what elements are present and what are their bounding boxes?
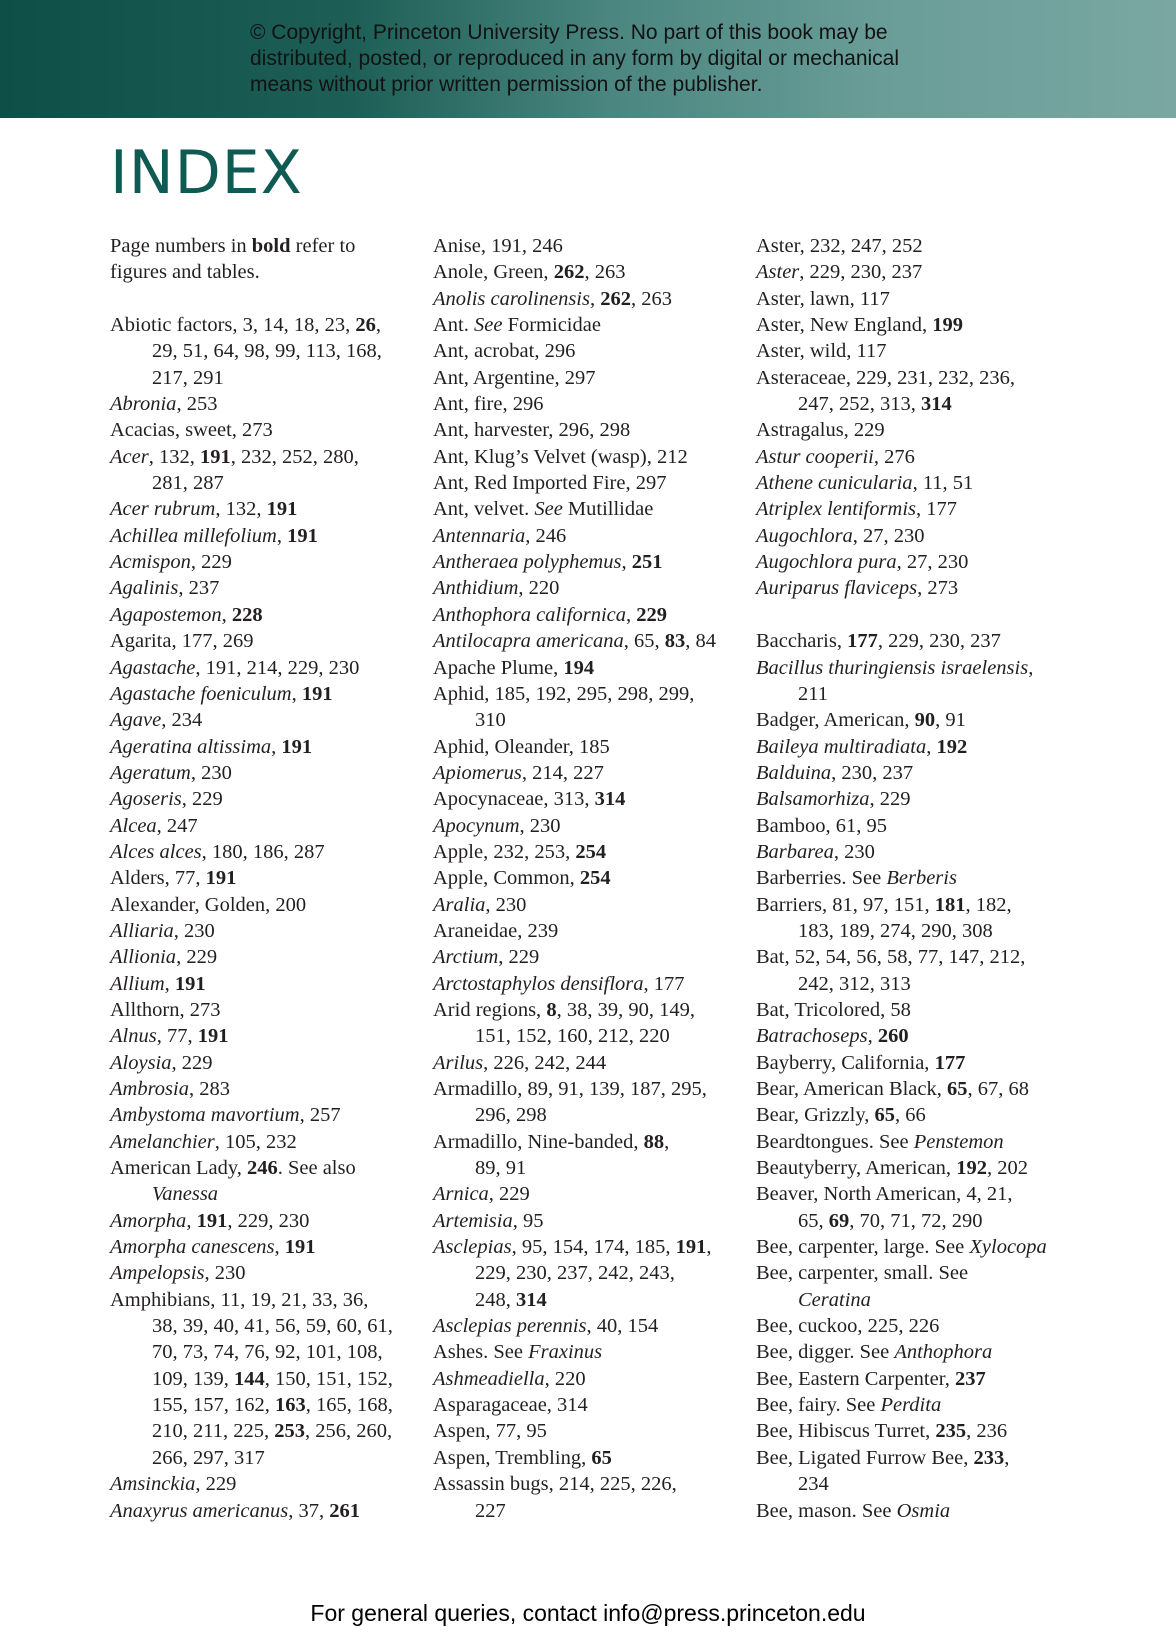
index-entry: Anthophora californica, 229 — [433, 603, 668, 626]
index-entry: Apocynaceae, 313, 314 — [433, 788, 626, 811]
index-entry: Ambrosia, 283 — [110, 1078, 230, 1100]
index-entry-continuation: 89, 91 — [475, 1157, 527, 1180]
index-entry-continuation: 65, 69, 70, 71, 72, 290 — [798, 1209, 983, 1232]
index-entry: Ampelopsis, 230 — [110, 1262, 246, 1285]
index-entry: Ant. See Formicidae — [433, 314, 601, 337]
index-entry: Abronia, 253 — [110, 393, 218, 416]
index-entry: Bat, 52, 54, 56, 58, 77, 147, 212, — [756, 946, 1026, 969]
index-entry: Astur cooperii, 276 — [756, 445, 915, 468]
index-entry: Arid regions, 8, 38, 39, 90, 149, — [433, 998, 695, 1021]
index-entry: Ant, Red Imported Fire, 297 — [433, 472, 667, 495]
index-entry: Amsinckia, 229 — [110, 1473, 237, 1496]
index-entry-continuation: 155, 157, 162, 163, 165, 168, — [152, 1394, 393, 1417]
copyright-banner — [0, 0, 1176, 118]
index-entry: Ant, harvester, 296, 298 — [433, 419, 631, 442]
index-entry: Allthorn, 273 — [110, 998, 221, 1021]
index-entry: Beardtongues. See Penstemon — [756, 1130, 1004, 1153]
index-entry-continuation: 109, 139, 144, 150, 151, 152, — [152, 1367, 393, 1390]
index-entry: Badger, American, 90, 91 — [756, 709, 966, 732]
index-entry: Bee, fairy. See Perdita — [756, 1394, 942, 1417]
index-entry: Bayberry, California, 177 — [756, 1051, 966, 1074]
index-entry: Ashes. See Fraxinus — [433, 1341, 603, 1364]
index-entry-continuation: 211 — [798, 682, 828, 705]
index-entry: Armadillo, Nine-banded, 88, — [433, 1130, 670, 1153]
index-entry: Anaxyrus americanus, 37, 261 — [110, 1499, 360, 1522]
index-entry: Bee, digger. See Anthophora — [756, 1341, 993, 1364]
index-entry-continuation: Vanessa — [152, 1183, 219, 1206]
index-entry: Atriplex lentiformis, 177 — [756, 498, 957, 521]
index-entry: Aster, 232, 247, 252 — [756, 235, 923, 257]
index-entry: Ageratina altissima, 191 — [110, 735, 313, 758]
index-entry: Apple, Common, 254 — [433, 867, 611, 890]
index-entry: Agastache foeniculum, 191 — [110, 682, 333, 705]
index-entry: Aspen, Trembling, 65 — [433, 1446, 612, 1469]
index-entry: Bacillus thuringiensis israelensis, — [756, 656, 1034, 679]
index-entry: Alcea, 247 — [110, 814, 198, 837]
index-entry: Allium, 191 — [110, 972, 206, 995]
index-entry: Alces alces, 180, 186, 287 — [110, 840, 325, 863]
index-entry-continuation: 296, 298 — [475, 1104, 547, 1127]
index-entry: Aralia, 230 — [433, 893, 527, 916]
index-column-2 — [433, 233, 743, 1524]
index-entry: Augochlora, 27, 230 — [756, 524, 925, 547]
index-entry: Aster, New England, 199 — [756, 314, 963, 337]
index-entry: Artemisia, 95 — [433, 1209, 544, 1232]
index-entry-continuation: 217, 291 — [152, 366, 224, 389]
index-entry: Bee, carpenter, small. See — [756, 1262, 969, 1285]
index-entry: Asclepias perennis, 40, 154 — [433, 1315, 659, 1338]
index-entry: Ant, Argentine, 297 — [433, 366, 596, 389]
index-entry: Assassin bugs, 214, 225, 226, — [433, 1473, 677, 1496]
index-entry: Balsamorhiza, 229 — [756, 788, 911, 811]
footer-contact: For general queries, contact info@press.princeton.edu — [310, 1600, 866, 1626]
index-entry: Acacias, sweet, 273 — [110, 419, 273, 442]
index-entry-continuation: 234 — [798, 1473, 829, 1496]
index-entry: Apiomerus, 214, 227 — [433, 761, 604, 784]
index-entry: Aster, wild, 117 — [756, 340, 887, 363]
index-entry: Page numbers in bold refer to — [110, 235, 356, 257]
index-entry: Agoseris, 229 — [110, 788, 223, 811]
index-entry: Alders, 77, 191 — [110, 867, 237, 890]
index-entry: Anolis carolinensis, 262, 263 — [433, 287, 672, 310]
index-entry-continuation: 229, 230, 237, 242, 243, — [475, 1262, 675, 1285]
index-entry: Barriers, 81, 97, 151, 181, 182, — [756, 893, 1012, 916]
index-entry: Bee, Ligated Furrow Bee, 233, — [756, 1446, 1010, 1469]
spacer — [110, 286, 420, 312]
index-entry: Ant, fire, 296 — [433, 393, 544, 416]
index-entry-continuation: 227 — [475, 1499, 506, 1522]
index-entry: Aphid, Oleander, 185 — [433, 735, 610, 758]
index-entry: Asparagaceae, 314 — [433, 1394, 588, 1417]
index-entry: Alliaria, 230 — [110, 919, 215, 942]
index-entry: American Lady, 246. See also — [110, 1157, 356, 1180]
index-entry: Aster, 229, 230, 237 — [756, 261, 923, 284]
index-entry: Barberries. See Berberis — [756, 867, 957, 890]
index-entry: Arctium, 229 — [433, 946, 540, 969]
copyright-line: means without prior written permission of the publisher. — [250, 73, 763, 96]
index-entry: Alexander, Golden, 200 — [110, 893, 307, 916]
index-entry: Beautyberry, American, 192, 202 — [756, 1157, 1028, 1180]
index-entry: Ant, Klug’s Velvet (wasp), 212 — [433, 445, 688, 468]
index-entry: Arctostaphylos densiflora, 177 — [433, 972, 685, 995]
index-entry: Bee, Eastern Carpenter, 237 — [756, 1367, 986, 1390]
copyright-line: © Copyright, Princeton University Press. No part of this book may be — [250, 21, 888, 44]
index-entry: Armadillo, 89, 91, 139, 187, 295, — [433, 1078, 707, 1100]
index-entry: Amorpha canescens, 191 — [110, 1236, 316, 1259]
index-entry: Bear, Grizzly, 65, 66 — [756, 1104, 926, 1127]
index-entry: Ant, velvet. See Mutillidae — [433, 498, 654, 521]
index-entry: Achillea millefolium, 191 — [110, 524, 318, 547]
index-entry: Araneidae, 239 — [433, 919, 559, 942]
index-entry-continuation: 151, 152, 160, 212, 220 — [475, 1025, 670, 1048]
index-entry: Bee, Hibiscus Turret, 235, 236 — [756, 1420, 1008, 1443]
index-entry: Baccharis, 177, 229, 230, 237 — [756, 630, 1001, 653]
index-entry: Apple, 232, 253, 254 — [433, 840, 607, 863]
index-entry-continuation: 266, 297, 317 — [152, 1446, 265, 1469]
index-entry: Agapostemon, 228 — [110, 603, 263, 626]
index-entry: Agave, 234 — [110, 709, 203, 732]
index-entry: Bamboo, 61, 95 — [756, 814, 887, 837]
spacer — [756, 602, 1066, 628]
index-entry: Acer rubrum, 132, 191 — [110, 498, 298, 521]
index-entry: Augochlora pura, 27, 230 — [756, 551, 969, 574]
index-column-3 — [756, 233, 1066, 1524]
index-entry-continuation: Ceratina — [798, 1288, 871, 1311]
index-entry: Acer, 132, 191, 232, 252, 280, — [110, 445, 359, 468]
index-entry: Baileya multiradiata, 192 — [756, 735, 968, 758]
index-entry: Alnus, 77, 191 — [110, 1025, 229, 1048]
index-entry: Antennaria, 246 — [433, 524, 567, 547]
index-entry: Balduina, 230, 237 — [756, 761, 914, 784]
index-entry-continuation: 38, 39, 40, 41, 56, 59, 60, 61, — [152, 1315, 393, 1338]
index-entry: Ambystoma mavortium, 257 — [110, 1104, 341, 1127]
index-entry: Bee, carpenter, large. See Xylocopa — [756, 1236, 1047, 1259]
index-entry: Allionia, 229 — [110, 946, 218, 969]
copyright-line: distributed, posted, or reproduced in any form by digital or mechanical — [250, 47, 900, 70]
index-entry: Beaver, North American, 4, 21, — [756, 1183, 1013, 1206]
index-entry: Amorpha, 191, 229, 230 — [110, 1209, 310, 1232]
index-entry: Antheraea polyphemus, 251 — [433, 551, 663, 574]
page-title: INDEX — [110, 138, 303, 208]
index-entry: Amelanchier, 105, 232 — [110, 1130, 297, 1153]
copyright-notice — [250, 20, 1010, 98]
index-entry: Acmispon, 229 — [110, 551, 232, 574]
index-entry-continuation: 247, 252, 313, 314 — [798, 393, 952, 416]
index-entry: Bee, cuckoo, 225, 226 — [756, 1315, 940, 1338]
index-entry: Asteraceae, 229, 231, 232, 236, — [756, 366, 1016, 389]
index-entry: Ant, acrobat, 296 — [433, 340, 576, 363]
index-entry: Arnica, 229 — [433, 1183, 530, 1206]
index-entry: Antilocapra americana, 65, 83, 84 — [433, 630, 716, 653]
index-entry: Aphid, 185, 192, 295, 298, 299, — [433, 682, 695, 705]
index-entry: Asclepias, 95, 154, 174, 185, 191, — [433, 1236, 712, 1259]
index-entry-continuation: 248, 314 — [475, 1288, 547, 1311]
index-entry: Anthidium, 220 — [433, 577, 560, 600]
index-entry: Batrachoseps, 260 — [756, 1025, 909, 1048]
index-entry-continuation: 242, 312, 313 — [798, 972, 911, 995]
index-entry: Ageratum, 230 — [110, 761, 232, 784]
index-entry-continuation: 183, 189, 274, 290, 308 — [798, 919, 993, 942]
index-entry: Arilus, 226, 242, 244 — [433, 1051, 607, 1074]
index-entry: Astragalus, 229 — [756, 419, 885, 442]
index-entry: Agarita, 177, 269 — [110, 630, 254, 653]
index-entry: Amphibians, 11, 19, 21, 33, 36, — [110, 1288, 369, 1311]
index-entry-continuation: 29, 51, 64, 98, 99, 113, 168, — [152, 340, 382, 363]
index-entry: Aloysia, 229 — [110, 1051, 213, 1074]
index-entry: Bat, Tricolored, 58 — [756, 998, 911, 1021]
index-entry-continuation: 210, 211, 225, 253, 256, 260, — [152, 1420, 393, 1443]
index-entry: Barbarea, 230 — [756, 840, 875, 863]
index-entry: Abiotic factors, 3, 14, 18, 23, 26, — [110, 314, 382, 337]
index-entry-continuation: 281, 287 — [152, 472, 224, 495]
index-entry: Ashmeadiella, 220 — [433, 1367, 586, 1390]
index-entry: Aspen, 77, 95 — [433, 1420, 547, 1443]
index-entry: Anole, Green, 262, 263 — [433, 261, 626, 284]
index-entry: Apache Plume, 194 — [433, 656, 595, 679]
index-entry: Athene cunicularia, 11, 51 — [756, 472, 974, 495]
index-entry: Agastache, 191, 214, 229, 230 — [110, 656, 360, 679]
index-entry: Agalinis, 237 — [110, 577, 220, 600]
index-entry-continuation: 70, 73, 74, 76, 92, 101, 108, — [152, 1341, 383, 1364]
index-entry: Bee, mason. See Osmia — [756, 1499, 951, 1522]
index-entry: Auriparus flaviceps, 273 — [756, 577, 959, 600]
index-entry: Apocynum, 230 — [433, 814, 561, 837]
index-entry-continuation: 310 — [475, 709, 506, 732]
index-entry: Anise, 191, 246 — [433, 235, 563, 257]
index-column-1 — [110, 233, 420, 1524]
index-entry: Bear, American Black, 65, 67, 68 — [756, 1078, 1030, 1100]
index-entry: Aster, lawn, 117 — [756, 287, 890, 310]
index-entry: figures and tables. — [110, 261, 260, 284]
